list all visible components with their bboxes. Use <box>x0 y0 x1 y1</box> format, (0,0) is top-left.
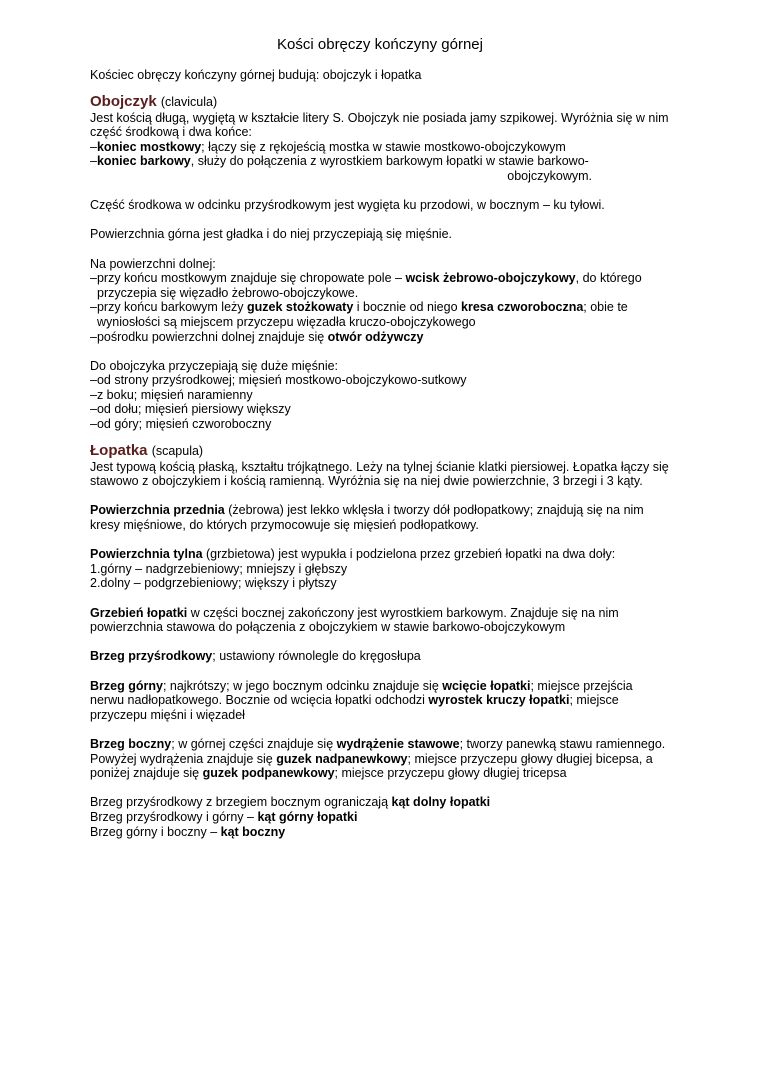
section-title-lopatka: Łopatka (scapula) <box>90 441 204 459</box>
obojczyk-lower-heading: Na powierzchni dolnej: <box>90 256 216 271</box>
obojczyk-lower-item-2: –przy końcu barkowym leży guzek stożkowaty i bocznie od niego kresa czworoboczna; obie te <box>90 300 628 315</box>
lopatka-angle-lateral: Brzeg górny i boczny – kąt boczny <box>90 824 286 839</box>
obojczyk-lower-item-2-cont: wyniosłości są miejscem przyczepu więzadła kruczo-obojczykowego <box>97 314 476 329</box>
section-title-obojczyk: Obojczyk (clavicula) <box>90 92 218 110</box>
lopatka-crest: Grzebień łopatki w części bocznej zakończony jest wyrostkiem barkowym. Znajduje się na nim powierzchnia stawowa do połączenia z obojczykiem w stawie barkowo-obojczykowym <box>90 605 619 635</box>
obojczyk-lower-item-1-cont: przyczepia się więzadło żebrowo-obojczykowe. <box>97 285 359 300</box>
obojczyk-middle-text: Część środkowa w odcinku przyśrodkowym jest wygięta ku przodowi, w bocznym – ku tyłowi. <box>90 198 605 213</box>
lopatka-medial-border: Brzeg przyśrodkowy; ustawiony równolegle do kręgosłupa <box>90 649 421 664</box>
obojczyk-muscle-item: –z boku; mięsień naramienny <box>90 387 253 402</box>
lopatka-description: Jest typową kością płaską, kształtu trójkątnego. Leży na tylnej ścianie klatki piersiowej. Łopatka łączy się stawowo z obojczykiem i kością ramienną. Wyróżnia się na niej dwie powierzchnie, 3 brzegi i 3 kąty. <box>90 459 669 489</box>
lopatka-angle-upper: Brzeg przyśrodkowy i górny – kąt górny łopatki <box>90 809 358 824</box>
intro-text: Kościec obręczy kończyny górnej budują: obojczyk i łopatka <box>90 68 422 82</box>
document-title: Kości obręczy kończyny górnej <box>277 36 483 53</box>
obojczyk-end-acromial: –koniec barkowy, służy do połączenia z wyrostkiem barkowym łopatki w stawie barkowo- <box>90 154 589 169</box>
obojczyk-muscle-item: –od góry; mięsień czworoboczny <box>90 417 272 432</box>
lopatka-angle-lower: Brzeg przyśrodkowy z brzegiem bocznym ograniczają kąt dolny łopatki <box>90 795 491 810</box>
lopatka-upper-border: Brzeg górny; najkrótszy; w jego bocznym odcinku znajduje się wcięcie łopatki; miejsce przejścia nerwu nadłopatkowego. Bocznie od wcięcia łopatki odchodzi wyrostek kruczy łopatki; miejsce przyczepu mięśni i więzadeł <box>90 678 633 722</box>
obojczyk-muscle-item: –od dołu; mięsień piersiowy większy <box>90 402 291 417</box>
obojczyk-muscles-heading: Do obojczyka przyczepiają się duże mięśnie: <box>90 358 339 373</box>
obojczyk-description: Jest kością długą, wygiętą w kształcie litery S. Obojczyk nie posiada jamy szpikowej. Wyróżnia się w nim część środkową i dwa końce: <box>90 110 669 140</box>
obojczyk-end-acromial-cont: obojczykowym. <box>507 168 592 183</box>
lopatka-back-surface: Powierzchnia tylna (grzbietowa) jest wypukła i podzielona przez grzebień łopatki na dwa doły: <box>90 547 616 562</box>
obojczyk-lower-item-1: –przy końcu mostkowym znajduje się chropowate pole – wcisk żebrowo-obojczykowy, do którego <box>90 271 642 286</box>
lopatka-lateral-border: Brzeg boczny; w górnej części znajduje się wydrążenie stawowe; tworzy panewką stawu ramiennego. Powyżej wydrążenia znajduje się guzek nadpanewkowy; miejsce przyczepu głowy długiej bicepsa, a poniżej znajduje się guzek podpanewkowy; miejsce przyczepu głowy długiej tricepsa <box>90 736 666 781</box>
lopatka-front-surface: Powierzchnia przednia (żebrowa) jest lekko wklęsła i tworzy dół podłopatkowy; znajdują się na nim kresy mięśniowe, do których przymocowuje się mięsień podłopatkowy. <box>90 503 644 533</box>
obojczyk-lower-item-3: –pośrodku powierzchni dolnej znajduje się otwór odżywczy <box>90 329 424 344</box>
obojczyk-muscle-item: –od strony przyśrodkowej; mięsień mostkowo-obojczykowo-sutkowy <box>90 373 467 388</box>
obojczyk-upper-surface: Powierzchnia górna jest gładka i do niej przyczepiają się mięśnie. <box>90 227 452 242</box>
document-page <box>90 36 670 839</box>
lopatka-back-item: 1.górny – nadgrzebieniowy; mniejszy i głębszy <box>90 561 348 576</box>
lopatka-back-item: 2.dolny – podgrzebieniowy; większy i płytszy <box>90 576 337 591</box>
obojczyk-end-sternal: –koniec mostkowy; łączy się z rękojeścią mostka w stawie mostkowo-obojczykowym <box>90 139 566 154</box>
